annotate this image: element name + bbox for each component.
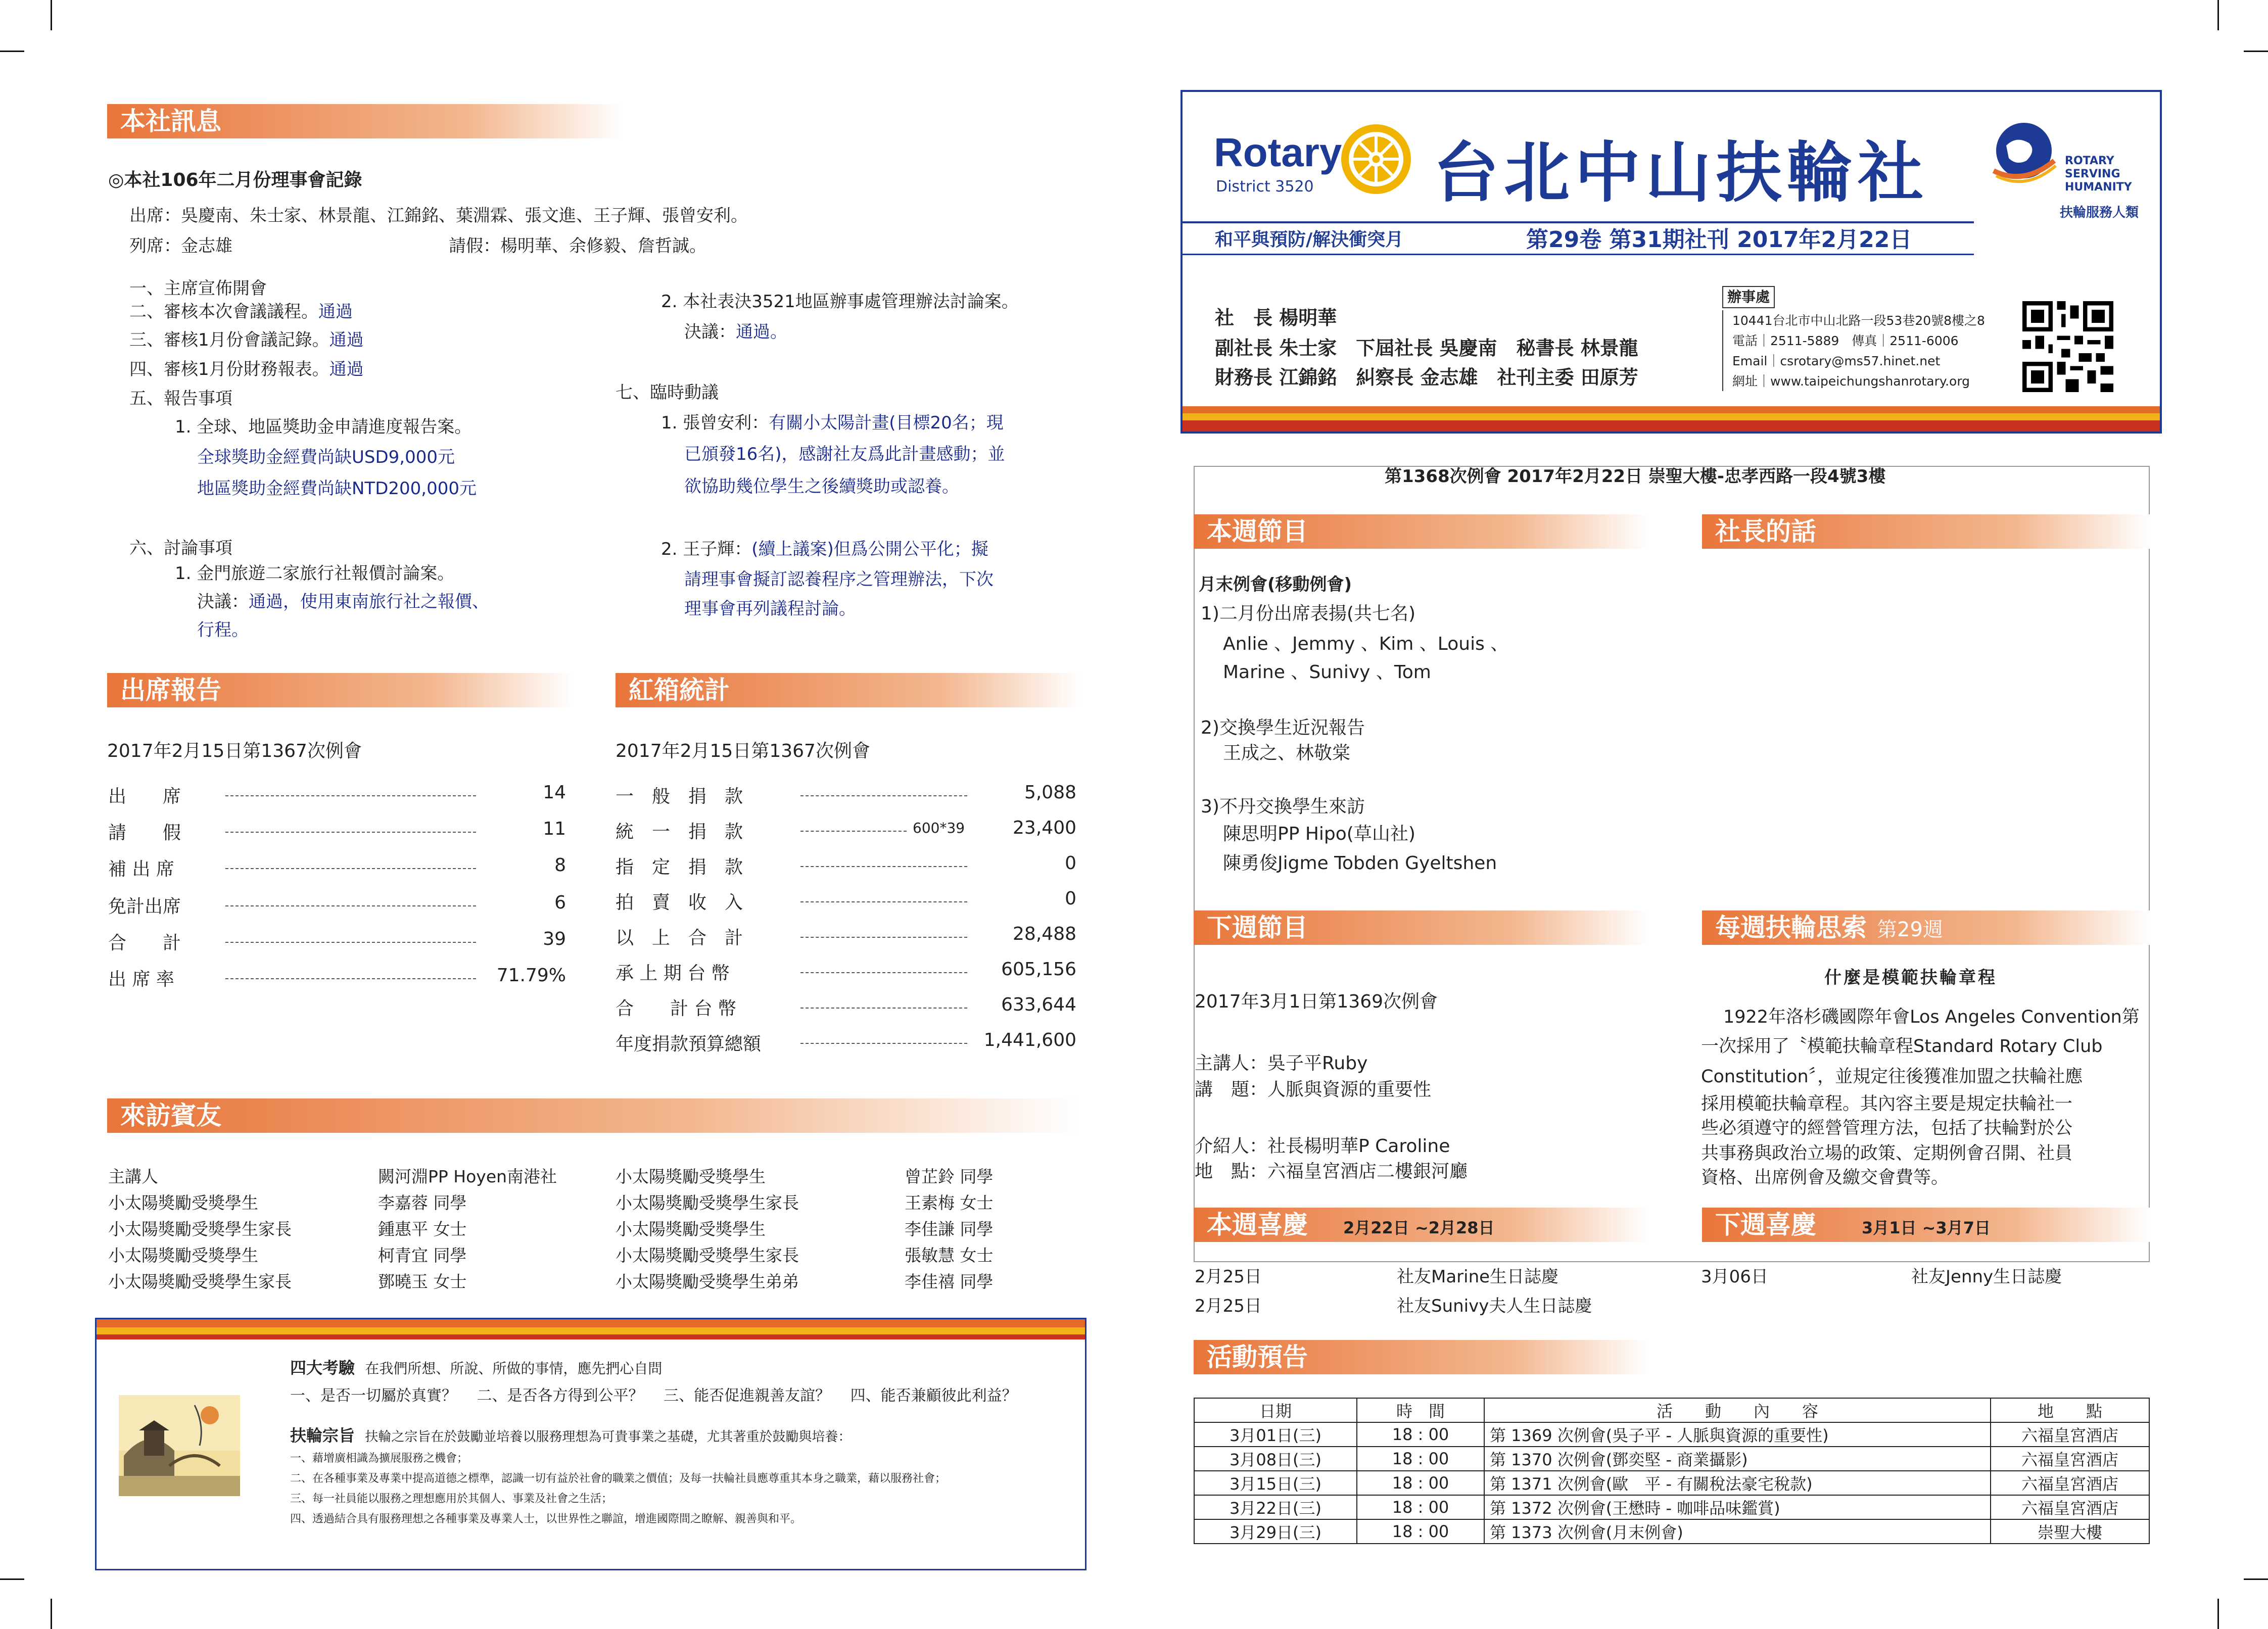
events-row bbox=[1194, 1471, 2149, 1495]
office-website[interactable]: 網址｜www.taipeichungshanrotary.org bbox=[1732, 374, 1970, 389]
top-stripe bbox=[97, 1334, 1085, 1339]
visitor-entry: 鍾惠平 女士 bbox=[378, 1219, 467, 1239]
crop-mark bbox=[0, 51, 24, 52]
club-news-banner: 本社訊息 bbox=[107, 104, 623, 138]
board-meeting-title: ◎本社106年二月份理事會記錄 bbox=[108, 170, 362, 190]
events-cell: 3月15日(三) bbox=[1194, 1471, 1357, 1495]
thought-line-7: 資格、出席例會及繳交會費等。 bbox=[1701, 1168, 1949, 1188]
this-week-line-3: Marine 、Sunivy 、Tom bbox=[1223, 662, 1431, 683]
object-item-3: 三、每一社員能以服務之理想應用於其個人、事業及社會之生活； bbox=[290, 1493, 613, 1505]
visitors-banner: 來訪賓友 bbox=[107, 1098, 1077, 1133]
visitor-entry: 王素梅 女士 bbox=[905, 1193, 994, 1213]
red-box-value: 1,441,600 bbox=[983, 1030, 1076, 1050]
attendance-label: 出 席 bbox=[108, 786, 181, 807]
officer-line-2: 副社長 朱士家 下屆社長 吳慶南 秘書長 林景龍 bbox=[1215, 337, 1638, 359]
this-week-banner: 本週節目 bbox=[1194, 514, 1648, 549]
events-cell: 第 1370 次例會(鄧奕堅 - 商業攝影) bbox=[1484, 1447, 1991, 1471]
leader-dashes bbox=[800, 1008, 967, 1009]
events-cell: 第 1372 次例會(王懋時 - 咖啡品味鑑賞) bbox=[1484, 1495, 1991, 1519]
events-cell: 第 1369 次例會(吳子平 - 人脈與資源的重要性) bbox=[1484, 1422, 1991, 1447]
visitor-entry: 小太陽獎勵受獎學生 bbox=[616, 1167, 766, 1186]
events-cell: 第 1371 次例會(歐 平 - 有關稅法豪宅稅款) bbox=[1484, 1471, 1991, 1495]
theme-chinese: 扶輪服務人類 bbox=[2060, 205, 2139, 220]
next-week-speaker: 主講人：吳子平Ruby bbox=[1195, 1053, 1368, 1074]
crop-mark bbox=[2217, 1599, 2219, 1629]
theme-globe-icon bbox=[1991, 115, 2057, 191]
visitor-entry: 李佳謙 同學 bbox=[905, 1219, 994, 1239]
next-week-banner: 下週節目 bbox=[1194, 911, 1648, 945]
leader-dashes bbox=[800, 1043, 967, 1044]
motion-1-cont-1: 已頒發16名)，感謝社友爲此計畫感動；並 bbox=[684, 444, 1005, 464]
motion-head: 七、臨時動議 bbox=[616, 382, 719, 403]
this-week-title: 月末例會(移動例會) bbox=[1199, 574, 1352, 595]
report-1-global: 全球獎助金經費尚缺USD9,000元 bbox=[197, 447, 455, 467]
office-address: 10441台北市中山北路一段53巷20號8樓之8 bbox=[1732, 313, 1985, 328]
events-cell: 3月01日(三) bbox=[1194, 1422, 1357, 1447]
motion-1: 1. 張曾安利：有關小太陽計畫(目標20名；現 bbox=[661, 413, 1004, 433]
red-box-label: 拍 賣 收 入 bbox=[616, 892, 743, 913]
attendees: 出席：吳慶南、朱士家、林景龍、江錦銘、葉淵霖、張文進、王子輝、張曾安利。 bbox=[129, 206, 748, 226]
crop-mark bbox=[2217, 0, 2219, 30]
crop-mark bbox=[2244, 51, 2268, 52]
office-divider bbox=[1722, 310, 1723, 391]
crop-mark bbox=[2244, 1578, 2268, 1580]
office-phone: 電話｜2511-5889 傳真｜2511-6006 bbox=[1732, 333, 1959, 348]
leader-dashes bbox=[225, 942, 476, 943]
qr-code-icon[interactable] bbox=[2022, 301, 2113, 392]
leader-dashes bbox=[800, 972, 967, 973]
office-email: Email｜csrotary@ms57.hinet.net bbox=[1732, 354, 1941, 368]
visitor-entry: 李嘉蓉 同學 bbox=[378, 1193, 467, 1213]
weekly-thought-title: 什麼是模範扶輪章程 bbox=[1824, 968, 1997, 988]
visitor-entry: 小太陽獎勵受獎學生 bbox=[108, 1245, 258, 1265]
events-cell: 18 : 00 bbox=[1357, 1495, 1484, 1519]
col-date: 日期 bbox=[1194, 1398, 1357, 1422]
leader-dashes bbox=[225, 978, 476, 979]
attendance-label: 免計出席 bbox=[108, 896, 181, 917]
events-cell: 3月29日(三) bbox=[1194, 1519, 1357, 1544]
col-time: 時 間 bbox=[1357, 1398, 1484, 1422]
events-row bbox=[1194, 1422, 2149, 1447]
agenda-item-4: 四、審核1月份財務報表。通過 bbox=[129, 359, 364, 379]
next-week-celebrations-banner: 下週喜慶 3月1日 ~3月7日 bbox=[1702, 1208, 2150, 1242]
visitor-entry: 小太陽獎勵受獎學生家長 bbox=[616, 1245, 799, 1265]
this-week-line-7: 陳思明PP Hipo(草山社) bbox=[1223, 824, 1415, 844]
thought-line-4: 採用模範扶輪章程。其內容主要是規定扶輪社一 bbox=[1701, 1094, 2073, 1114]
col-activity: 活 動 內 容 bbox=[1484, 1398, 1991, 1422]
agenda-item-5: 五、報告事項 bbox=[129, 389, 232, 409]
events-banner: 活動預告 bbox=[1194, 1340, 1648, 1374]
thought-line-5: 些必須遵守的經營管理方法，包括了扶輪對於公 bbox=[1701, 1118, 2073, 1138]
issue-line: 第29卷 第31期社刊 2017年2月22日 bbox=[1526, 227, 1912, 253]
discuss-2-result: 決議：通過。 bbox=[684, 322, 787, 342]
attendance-label: 合 計 bbox=[108, 933, 181, 953]
red-box-value: 605,156 bbox=[1001, 959, 1076, 980]
celebration-text: 社友Sunivy夫人生日誌慶 bbox=[1397, 1296, 1592, 1316]
col-venue: 地 點 bbox=[1991, 1398, 2149, 1422]
this-week-line-8: 陳勇俊Jigme Tobden Gyeltshen bbox=[1223, 853, 1497, 874]
attendance-value: 39 bbox=[543, 929, 566, 949]
landscape-illustration bbox=[119, 1395, 240, 1496]
attendance-date: 2017年2月15日第1367次例會 bbox=[107, 741, 362, 761]
crop-mark bbox=[51, 0, 52, 30]
discuss-2: 2. 本社表決3521地區辦事處管理辦法討論案。 bbox=[661, 292, 1019, 312]
this-week-line-5: 王成之、林敬棠 bbox=[1223, 743, 1351, 763]
red-box-date: 2017年2月15日第1367次例會 bbox=[616, 741, 870, 761]
celebration-date: 2月25日 bbox=[1195, 1267, 1262, 1287]
visitor-entry: 小太陽獎勵受獎學生家長 bbox=[108, 1219, 292, 1239]
events-cell: 18 : 00 bbox=[1357, 1519, 1484, 1544]
top-stripe bbox=[97, 1327, 1085, 1334]
next-week-introducer: 介紹人：社長楊明華P Caroline bbox=[1195, 1136, 1450, 1157]
red-box-value: 0 bbox=[1065, 888, 1076, 909]
celebration-text: 社友Marine生日誌慶 bbox=[1397, 1267, 1559, 1287]
masthead-stripe bbox=[1183, 406, 2160, 413]
attendance-value: 14 bbox=[543, 782, 566, 803]
attendance-value: 11 bbox=[543, 819, 566, 839]
office-label: 辦事處 bbox=[1722, 286, 1775, 308]
this-week-line-6: 3)不丹交換學生來訪 bbox=[1201, 796, 1365, 817]
motion-2-cont-1: 請理事會擬訂認養程序之管理辦法，下次 bbox=[684, 569, 994, 590]
attendance-banner: 出席報告 bbox=[107, 673, 572, 707]
this-week-line-2: Anlie 、Jemmy 、Kim 、Louis 、 bbox=[1223, 634, 1509, 654]
visitor-entry: 小太陽獎勵受獎學生弟弟 bbox=[616, 1272, 799, 1291]
masthead-stripe bbox=[1183, 413, 2160, 420]
crop-mark bbox=[0, 1578, 24, 1580]
month-motto: 和平與預防/解決衝突月 bbox=[1215, 229, 1404, 250]
thought-line-2: 一次採用了〝模範扶輪章程Standard Rotary Club bbox=[1701, 1036, 2103, 1057]
next-week-topic: 講 題：人脈與資源的重要性 bbox=[1195, 1079, 1432, 1100]
officer-line-1: 社 長 楊明華 bbox=[1215, 307, 1337, 329]
red-box-value: 633,644 bbox=[1001, 994, 1076, 1015]
header-rule bbox=[1180, 254, 1974, 255]
discuss-head: 六、討論事項 bbox=[129, 538, 232, 558]
thought-line-6: 共事務與政治立場的政策、定期例會召開、社員 bbox=[1701, 1143, 2073, 1164]
events-cell: 第 1373 次例會(月末例會) bbox=[1484, 1519, 1991, 1544]
events-row bbox=[1194, 1519, 2149, 1544]
four-way-heading: 四大考驗 在我們所想、所說、所做的事情，應先捫心自問 bbox=[290, 1358, 663, 1377]
events-header-row bbox=[1194, 1398, 2149, 1422]
masthead-stripe bbox=[1183, 420, 2160, 432]
events-row bbox=[1194, 1495, 2149, 1519]
attendance-label: 出 席 率 bbox=[108, 969, 174, 990]
report-1-district: 地區獎助金經費尚缺NTD200,000元 bbox=[197, 478, 477, 499]
motion-2: 2. 王子輝：(續上議案)但爲公開公平化；擬 bbox=[661, 539, 988, 559]
red-box-value: 23,400 bbox=[1013, 818, 1076, 838]
object-item-2: 二、在各種事業及專業中提高道德之標準，認識一切有益於社會的職業之價值；及每一扶輪社員應尊重其本身之職業，藉以服務社會； bbox=[290, 1472, 947, 1485]
events-cell: 六福皇宮酒店 bbox=[1991, 1447, 2149, 1471]
next-week-date: 2017年3月1日第1369次例會 bbox=[1195, 991, 1438, 1012]
celebration-text: 社友Jenny生日誌慶 bbox=[1911, 1267, 2062, 1287]
red-box-label: 合 計 台 幣 bbox=[616, 998, 736, 1019]
officer-line-3: 財務長 江錦銘 糾察長 金志雄 社刊主委 田原芳 bbox=[1215, 366, 1638, 389]
leader-dashes bbox=[225, 868, 476, 869]
rotary-wheel-icon bbox=[1338, 121, 1414, 197]
leader-dashes bbox=[800, 866, 967, 867]
red-box-note: 600*39 bbox=[913, 820, 965, 836]
visitor-entry: 張敏慧 女士 bbox=[905, 1245, 994, 1265]
meeting-line: 第1368次例會 2017年2月22日 崇聖大樓-忠孝西路一段4號3樓 bbox=[1385, 466, 1886, 487]
red-box-value: 0 bbox=[1065, 853, 1076, 874]
next-week-venue: 地 點：六福皇宮酒店二樓銀河廳 bbox=[1195, 1161, 1468, 1182]
attendance-label: 請 假 bbox=[108, 823, 181, 843]
four-way-questions: 一、是否一切屬於真實？ 二、是否各方得到公平？ 三、能否促進親善友誼？ 四、能否兼顧彼此利益？ bbox=[290, 1387, 1017, 1405]
events-cell: 六福皇宮酒店 bbox=[1991, 1422, 2149, 1447]
visitor-entry: 小太陽獎勵受獎學生 bbox=[108, 1193, 258, 1213]
leader-dashes bbox=[800, 795, 967, 796]
red-box-label: 一 般 捐 款 bbox=[616, 786, 743, 807]
discuss-1-result: 決議：通過，使用東南旅行社之報價、 bbox=[197, 592, 489, 612]
president-banner: 社長的話 bbox=[1702, 514, 2150, 549]
thought-line-1: 1922年洛杉磯國際年會Los Angeles Convention第 bbox=[1723, 1007, 2140, 1027]
leader-dashes bbox=[800, 831, 907, 832]
leader-dashes bbox=[225, 905, 476, 906]
leader-dashes bbox=[800, 937, 967, 938]
thought-line-3: Constitution〞，並規定往後獲准加盟之扶輪社應 bbox=[1701, 1067, 2083, 1087]
events-cell: 崇聖大樓 bbox=[1991, 1519, 2149, 1544]
attendance-value: 8 bbox=[554, 855, 566, 876]
visitor-entry: 李佳禧 同學 bbox=[905, 1272, 994, 1291]
visitor-entry: 小太陽獎勵受獎學生 bbox=[616, 1219, 766, 1239]
discuss-1: 1. 金門旅遊二家旅行社報價討論案。 bbox=[175, 563, 455, 584]
events-cell: 3月08日(三) bbox=[1194, 1447, 1357, 1471]
attendance-value: 71.79% bbox=[496, 965, 566, 986]
red-box-label: 承 上 期 台 幣 bbox=[616, 963, 730, 984]
red-box-label: 統 一 捐 款 bbox=[616, 822, 743, 842]
visitor-entry: 柯青宜 同學 bbox=[378, 1245, 467, 1265]
present: 列席：金志雄 bbox=[129, 236, 232, 256]
leader-dashes bbox=[225, 832, 476, 833]
agenda-item-2: 二、審核本次會議議程。通過 bbox=[129, 302, 353, 322]
events-cell: 六福皇宮酒店 bbox=[1991, 1495, 2149, 1519]
object-heading: 扶輪宗旨 扶輪之宗旨在於鼓勵並培養以服務理想為可貴事業之基礎，尤其著重於鼓勵與培養： bbox=[290, 1426, 852, 1445]
this-week-celebrations-banner: 本週喜慶 2月22日 ~2月28日 bbox=[1194, 1208, 1648, 1242]
report-1: 1. 全球、地區獎助金申請進度報告案。 bbox=[175, 417, 472, 437]
events-row bbox=[1194, 1447, 2149, 1471]
red-box-banner: 紅箱統計 bbox=[616, 673, 1080, 707]
red-box-label: 年度捐款預算總額 bbox=[616, 1034, 762, 1055]
object-item-1: 一、藉增廣相識為擴展服務之機會； bbox=[290, 1452, 468, 1465]
on-leave: 請假：楊明華、余修毅、詹哲誠。 bbox=[449, 236, 706, 256]
this-week-line-4: 2)交換學生近況報告 bbox=[1201, 717, 1365, 738]
rotary-wordmark: Rotary bbox=[1214, 130, 1342, 175]
this-week-line-1: 1)二月份出席表揚(共七名) bbox=[1201, 603, 1416, 624]
events-cell: 六福皇宮酒店 bbox=[1991, 1471, 2149, 1495]
club-name: 台北中山扶輪社 bbox=[1433, 134, 1929, 211]
attendance-label: 補 出 席 bbox=[108, 859, 174, 880]
attendance-value: 6 bbox=[554, 892, 566, 913]
events-cell: 18 : 00 bbox=[1357, 1422, 1484, 1447]
events-cell: 18 : 00 bbox=[1357, 1471, 1484, 1495]
visitor-entry: 小太陽獎勵受獎學生家長 bbox=[616, 1193, 799, 1213]
red-box-value: 5,088 bbox=[1024, 782, 1076, 803]
visitor-entry: 曾芷鈴 同學 bbox=[905, 1167, 994, 1186]
visitor-entry: 鄧曉玉 女士 bbox=[378, 1272, 467, 1291]
events-table bbox=[1194, 1398, 2150, 1544]
leader-dashes bbox=[800, 901, 967, 902]
visitor-entry: 主講人 bbox=[108, 1167, 158, 1186]
events-cell: 3月22日(三) bbox=[1194, 1495, 1357, 1519]
discuss-1-result-cont: 行程。 bbox=[197, 620, 249, 640]
agenda-item-3: 三、審核1月份會議記錄。通過 bbox=[129, 330, 364, 350]
district-label: District 3520 bbox=[1216, 178, 1314, 196]
object-item-4: 四、透過結合具有服務理想之各種事業及專業人士，以世界性之聯誼，增進國際間之瞭解、親善與和平。 bbox=[290, 1513, 802, 1525]
celebration-date: 3月06日 bbox=[1701, 1267, 1768, 1287]
agenda-item-1: 一、主席宣佈開會 bbox=[129, 278, 267, 299]
leader-dashes bbox=[225, 795, 476, 796]
weekly-thought-banner: 每週扶輪思索 第29週 bbox=[1702, 911, 2150, 945]
red-box-label: 以 上 合 計 bbox=[616, 928, 743, 948]
events-cell: 18 : 00 bbox=[1357, 1447, 1484, 1471]
motion-2-cont-2: 理事會再列議程討論。 bbox=[684, 599, 856, 619]
red-box-label: 指 定 捐 款 bbox=[616, 857, 743, 878]
red-box-value: 28,488 bbox=[1013, 924, 1076, 944]
theme-tagline: ROTARY SERVING HUMANITY bbox=[2065, 155, 2132, 194]
motion-1-cont-2: 欲協助幾位學生之後續獎助或認養。 bbox=[684, 476, 959, 497]
visitor-entry: 闕河淵PP Hoyen南港社 bbox=[378, 1167, 557, 1186]
celebration-date: 2月25日 bbox=[1195, 1296, 1262, 1316]
visitor-entry: 小太陽獎勵受獎學生家長 bbox=[108, 1272, 292, 1291]
crop-mark bbox=[51, 1599, 52, 1629]
top-stripe bbox=[97, 1319, 1085, 1327]
